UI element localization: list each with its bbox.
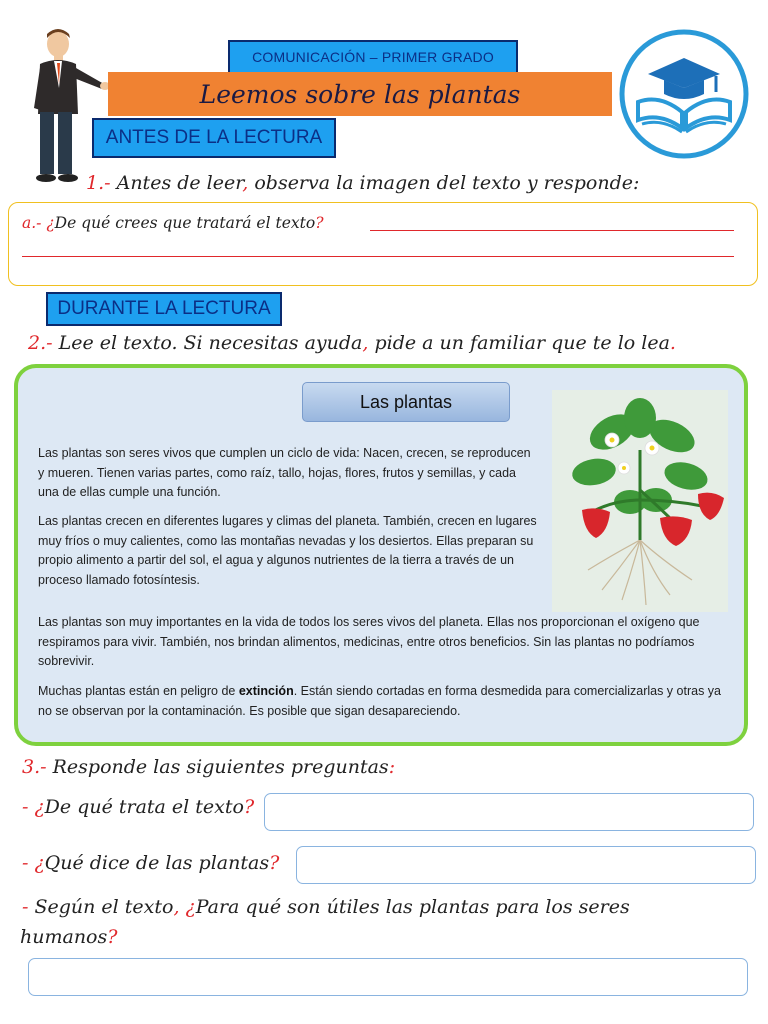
question-a-number: a.- [22, 214, 42, 232]
school-logo-icon [608, 28, 760, 162]
sub-question-2-dash: - [22, 852, 35, 874]
page-title: Leemos sobre las plantas [108, 72, 612, 116]
question-3-number: 3.- [22, 756, 47, 778]
question-1-text-2: observa la imagen del texto y responde: [248, 172, 640, 194]
sub-question-3-dash: - [22, 896, 35, 918]
teacher-illustration [28, 28, 112, 186]
question-2-text-2: pide a un familiar que te lo lea [368, 332, 670, 354]
paragraph-4-text-end: . Están siendo cortadas en forma desmedida para comercializarlas y otras ya no se observan por la contaminación. Es posible que sigan desapareciendo. [38, 684, 721, 718]
reading-paragraph-4 [38, 682, 728, 721]
paragraph-4-text: Muchas plantas están en peligro de [38, 684, 239, 698]
sub-question-3-line-2: humanos [20, 926, 108, 948]
question-3 [22, 756, 395, 778]
sub-question-1-open-mark: ¿ [34, 796, 45, 818]
sub-question-2 [22, 852, 279, 874]
question-2-number: 2.- [28, 332, 53, 354]
question-2 [28, 332, 676, 354]
answer-field-2[interactable] [296, 846, 756, 884]
question-1-text: Antes de leer [110, 172, 243, 194]
sub-question-2-open-mark: ¿ [34, 852, 45, 874]
question-a-text: De qué crees que tratará el texto [54, 214, 316, 232]
reading-paragraph-3: Las plantas son muy importantes en la vida de todos los seres vivos del planeta. Ellas nos proporcionan el oxígeno que respiramos para vivir. También, nos brindan alimentos, medicinas, entre otros beneficios. Sin las plantas no podríamos sobrevivir. [38, 615, 700, 668]
sub-question-3-close-mark: ? [107, 926, 118, 948]
paragraph-4-bold-word: extinción [238, 684, 294, 698]
sub-question-1-close-mark: ? [243, 796, 255, 818]
question-2-period: . [669, 332, 676, 354]
question-3-text: Responde las siguientes preguntas [46, 756, 389, 778]
reading-paragraph-1: Las plantas son seres vivos que cumplen un ciclo de vida: Nacen, crecen, se reproducen y mueren. Tienen varias partes, como raíz, tallo, hojas, flores, frutos y semillas, y cada una de ellas cumple una función. [38, 446, 531, 499]
strawberry-plant-icon [552, 390, 728, 612]
question-a-open-mark: ¿ [41, 214, 55, 232]
sub-question-3-text-2: Para qué son útiles las plantas para los seres [195, 896, 630, 918]
section-during-reading: DURANTE LA LECTURA [46, 292, 282, 326]
sub-question-3 [22, 896, 630, 918]
sub-question-3-open-mark: ¿ [179, 896, 196, 918]
reading-title: Las plantas [302, 382, 510, 422]
sub-question-3-comma: , [173, 896, 180, 918]
sub-question-3-text: Según el texto [34, 896, 174, 918]
sub-question-1-text: De qué trata el texto [44, 796, 244, 818]
answer-field-3[interactable] [28, 958, 748, 996]
question-2-comma: , [362, 332, 369, 354]
question-a [22, 214, 324, 232]
question-1-number: 1.- [86, 172, 111, 194]
sub-question-2-text: Qué dice de las plantas [44, 852, 270, 874]
answer-field-1[interactable] [264, 793, 754, 831]
subject-label: COMUNICACIÓN – PRIMER GRADO [228, 40, 518, 74]
answer-line-1[interactable] [370, 230, 734, 231]
reading-paragraph-2: Las plantas crecen en diferentes lugares y climas del planeta. También, crecen en lugares muy fríos o muy calientes, como las montañas nevadas y los desiertos. Ellas preparan su propio alimento a partir del sol, el agua y algunos nutrientes de la tierra a través de un proceso llamado fotosíntesis. [38, 514, 537, 587]
sub-question-3-continued [20, 926, 117, 948]
answer-line-2[interactable] [22, 256, 734, 257]
question-1 [86, 172, 639, 194]
question-3-colon: : [388, 756, 396, 778]
sub-question-2-close-mark: ? [269, 852, 280, 874]
sub-question-1-dash: - [22, 796, 35, 818]
question-1-comma: , [242, 172, 249, 194]
question-a-close-mark: ? [315, 214, 324, 232]
section-before-reading: ANTES DE LA LECTURA [92, 118, 336, 158]
question-2-text: Lee el texto. Si necesitas ayuda [52, 332, 363, 354]
sub-question-1 [22, 796, 254, 818]
